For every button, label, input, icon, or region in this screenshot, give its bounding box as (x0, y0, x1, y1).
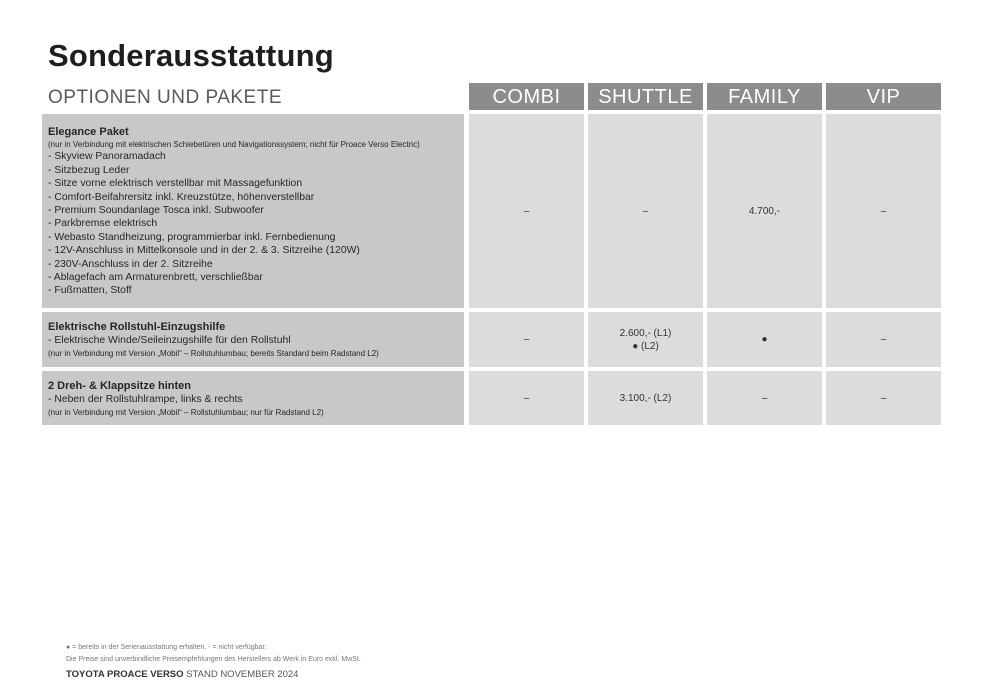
value-text: – (523, 205, 530, 217)
row-description (42, 114, 464, 308)
list-item: - 230V-Anschluss in der 2. Sitzreihe (48, 258, 213, 270)
section-heading: OPTIONEN UND PAKETE (48, 87, 283, 108)
value-text: – (880, 334, 887, 345)
footer-legend: ● = bereits in der Serienausstattung erhalten. - = nicht verfügbar. (66, 644, 267, 651)
list-item: - Neben der Rollstuhlrampe, links & rechts (48, 394, 243, 406)
page-title: Sonderausstattung (48, 38, 334, 73)
value-text: 2.600,- (L1) (619, 327, 672, 339)
row-name: 2 Dreh- & Klappsitze hinten (48, 380, 192, 392)
value-cell-family (707, 312, 822, 367)
value-text: ● (L2) (632, 340, 659, 352)
footer-brand-line (66, 669, 298, 680)
value-text: – (761, 392, 768, 404)
value-cell-combi (469, 312, 584, 367)
value-cell-shuttle (588, 114, 703, 308)
value-cell-vip (826, 312, 941, 367)
value-text: – (642, 205, 649, 217)
row-note: (nur in Verbindung mit Version „Mobil“ – Rollstuhlumbau; bereits Standard beim Radstand L2) (48, 348, 379, 358)
value-cell-shuttle (588, 312, 703, 367)
row-name: Elegance Paket (48, 126, 129, 138)
row-name: Elektrische Rollstuhl-Einzugshilfe (48, 321, 226, 333)
list-item: - Sitze vorne elektrisch verstellbar mit Massagefunktion (48, 178, 303, 190)
value-cell-combi (469, 114, 584, 308)
column-header-vip: VIP (826, 83, 941, 110)
column-header-family: FAMILY (707, 83, 822, 110)
value-text: – (523, 334, 530, 345)
row-description (42, 312, 464, 367)
list-item: - Comfort-Beifahrersitz inkl. Kreuzstütze, höhenverstellbar (48, 191, 315, 203)
value-cell-family (707, 114, 822, 308)
list-item: - Sitzbezug Leder (48, 164, 130, 176)
row-description (42, 371, 464, 425)
value-text: – (880, 392, 887, 404)
list-item: - Parkbremse elektrisch (48, 218, 158, 230)
value-cell-vip (826, 114, 941, 308)
value-text: 4.700,- (748, 205, 781, 217)
value-text: – (523, 392, 530, 404)
list-item: - Webasto Standheizung, programmierbar inkl. Fernbedienung (48, 231, 336, 243)
list-item: - 12V-Anschluss in Mittelkonsole und in der 2. & 3. Sitzreihe (120W) (48, 245, 360, 257)
list-item: - Ablagefach am Armaturenbrett, verschließbar (48, 272, 263, 284)
value-cell-vip (826, 371, 941, 425)
footer-stand: STAND NOVEMBER 2024 (186, 669, 299, 680)
row-note: (nur in Verbindung mit Version „Mobil“ – Rollstuhlumbau; nur für Radstand L2) (48, 407, 324, 417)
row-note: (nur in Verbindung mit elektrischen Schiebetüren und Navigationssystem; nicht für Proace Verso Electric) (48, 140, 420, 150)
list-item: - Elektrische Winde/Seileinzugshilfe für den Rollstuhl (48, 335, 291, 347)
footer-brand: TOYOTA PROACE VERSO (66, 669, 184, 680)
value-text: 3.100,- (L2) (619, 392, 672, 404)
list-item: - Premium Soundanlage Tosca inkl. Subwoofer (48, 205, 264, 217)
column-header-combi: COMBI (469, 83, 584, 110)
list-item: - Fußmatten, Stoff (48, 285, 132, 297)
list-item: - Skyview Panoramadach (48, 151, 166, 163)
value-cell-shuttle (588, 371, 703, 425)
value-cell-combi (469, 371, 584, 425)
column-header-shuttle: SHUTTLE (588, 83, 703, 110)
value-text: ● (761, 334, 768, 345)
value-cell-family (707, 371, 822, 425)
value-text: – (880, 205, 887, 217)
footer-prices-note: Die Preise sind unverbindliche Preisempfehlungen des Herstellers ab Werk in Euro exkl. MwSt. (66, 656, 361, 663)
